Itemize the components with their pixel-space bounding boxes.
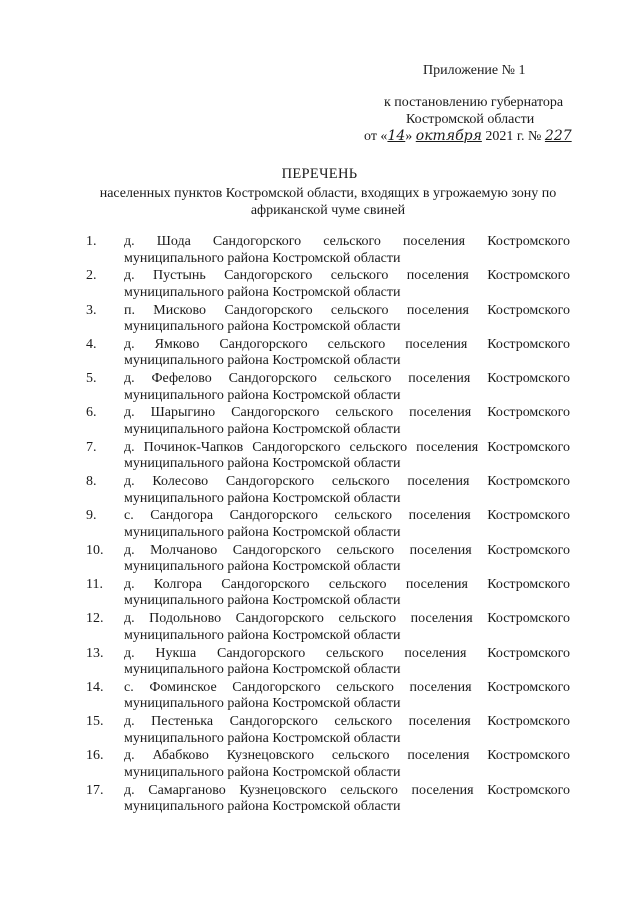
list-item-text: д. Колгора Сандогорского сельского поселения Костромского муниципального района Костромской области — [124, 576, 570, 609]
list-item — [0, 440, 639, 474]
list-item-number: 6. — [86, 405, 97, 421]
list-item-text: п. Мисково Сандогорского сельского поселения Костромского муниципального района Костромской области — [124, 302, 570, 335]
list-item — [0, 577, 639, 611]
decree-reference-line2: Костромской области — [406, 112, 535, 127]
list-item-text: д. Колесово Сандогорского сельского поселения Костромского муниципального района Костромской области — [124, 474, 570, 506]
list-item — [0, 303, 639, 337]
appendix-label: Приложение № 1 — [423, 63, 526, 78]
list-item — [0, 405, 639, 439]
decree-quote-close: » — [405, 129, 413, 144]
decree-prefix: от « — [364, 129, 388, 144]
list-item-number: 17. — [86, 782, 104, 798]
list-item-text: д. Молчаново Сандогорского сельского поселения Костромского муниципального района Костромской области — [124, 542, 570, 575]
list-item-number: 14. — [86, 679, 104, 695]
list-item-number: 3. — [86, 302, 97, 318]
list-item — [0, 508, 639, 542]
list-item-number: 10. — [86, 542, 104, 558]
list-item-text: д. Ямково Сандогорского сельского поселения Костромского муниципального района Костромской области — [124, 336, 570, 369]
list-item-text: д. Абабково Кузнецовского сельского поселения Костромского муниципального района Костромской области — [124, 748, 570, 780]
list-item-text: д. Пестенька Сандогорского сельского поселения Костромского муниципального района Костромской области — [124, 714, 570, 746]
settlement-list — [0, 234, 639, 817]
list-item-number: 16. — [86, 748, 104, 764]
list-item-text: д. Шода Сандогорского сельского поселения Костромского муниципального района Костромской области — [124, 234, 570, 266]
decree-number: 227 — [544, 128, 572, 144]
document-title: ПЕРЕЧЕНЬ — [281, 166, 358, 182]
list-item — [0, 680, 639, 714]
list-item-number: 9. — [86, 508, 97, 524]
list-item-number: 1. — [86, 234, 97, 249]
decree-month: октября — [415, 128, 482, 144]
decree-day: 14 — [387, 128, 406, 144]
list-item-text: д. Самарганово Кузнецовского сельского поселения Костромского муниципального района Костромской области — [124, 782, 570, 815]
list-item-number: 12. — [86, 611, 104, 627]
list-item — [0, 268, 639, 302]
list-item-text: д. Починок-Чапков Сандогорского сельского поселения Костромского муниципального района Костромской области — [124, 439, 570, 472]
list-item — [0, 337, 639, 371]
list-item — [0, 371, 639, 405]
list-item — [0, 714, 639, 748]
list-item-text: д. Подольново Сандогорского сельского поселения Костромского муниципального района Костромской области — [124, 611, 570, 643]
list-item — [0, 474, 639, 508]
list-item-text: с. Фоминское Сандогорского сельского поселения Костромского муниципального района Костромской области — [124, 679, 570, 712]
list-item — [0, 543, 639, 577]
list-item-number: 2. — [86, 268, 97, 284]
list-item-number: 8. — [86, 474, 97, 490]
list-item-number: 11. — [86, 576, 103, 592]
list-item-text: д. Пустынь Сандогорского сельского поселения Костромского муниципального района Костромской области — [124, 268, 570, 300]
decree-date-line — [364, 128, 572, 145]
list-item — [0, 646, 639, 680]
decree-year: 2021 г. № — [485, 129, 542, 144]
list-item — [0, 611, 639, 645]
list-item-number: 4. — [86, 336, 97, 352]
list-item-text: д. Фефелово Сандогорского сельского поселения Костромского муниципального района Костромской области — [124, 371, 570, 403]
list-item-text: с. Сандогора Сандогорского сельского поселения Костромского муниципального района Костромской области — [124, 508, 570, 540]
list-item-text: д. Нукша Сандогорского сельского поселения Костромского муниципального района Костромской области — [124, 645, 570, 678]
document-subtitle: населенных пунктов Костромской области, входящих в угрожаемую зону по африканской чуме свиней — [99, 186, 557, 218]
list-item-number: 7. — [86, 439, 97, 455]
list-item — [0, 748, 639, 782]
decree-reference-line1: к постановлению губернатора — [384, 95, 564, 110]
list-item — [0, 783, 639, 817]
list-item — [0, 234, 639, 268]
list-item-text: д. Шарыгино Сандогорского сельского поселения Костромского муниципального района Костромской области — [124, 405, 570, 437]
list-item-number: 5. — [86, 371, 97, 387]
list-item-number: 13. — [86, 645, 104, 661]
list-item-number: 15. — [86, 714, 104, 730]
